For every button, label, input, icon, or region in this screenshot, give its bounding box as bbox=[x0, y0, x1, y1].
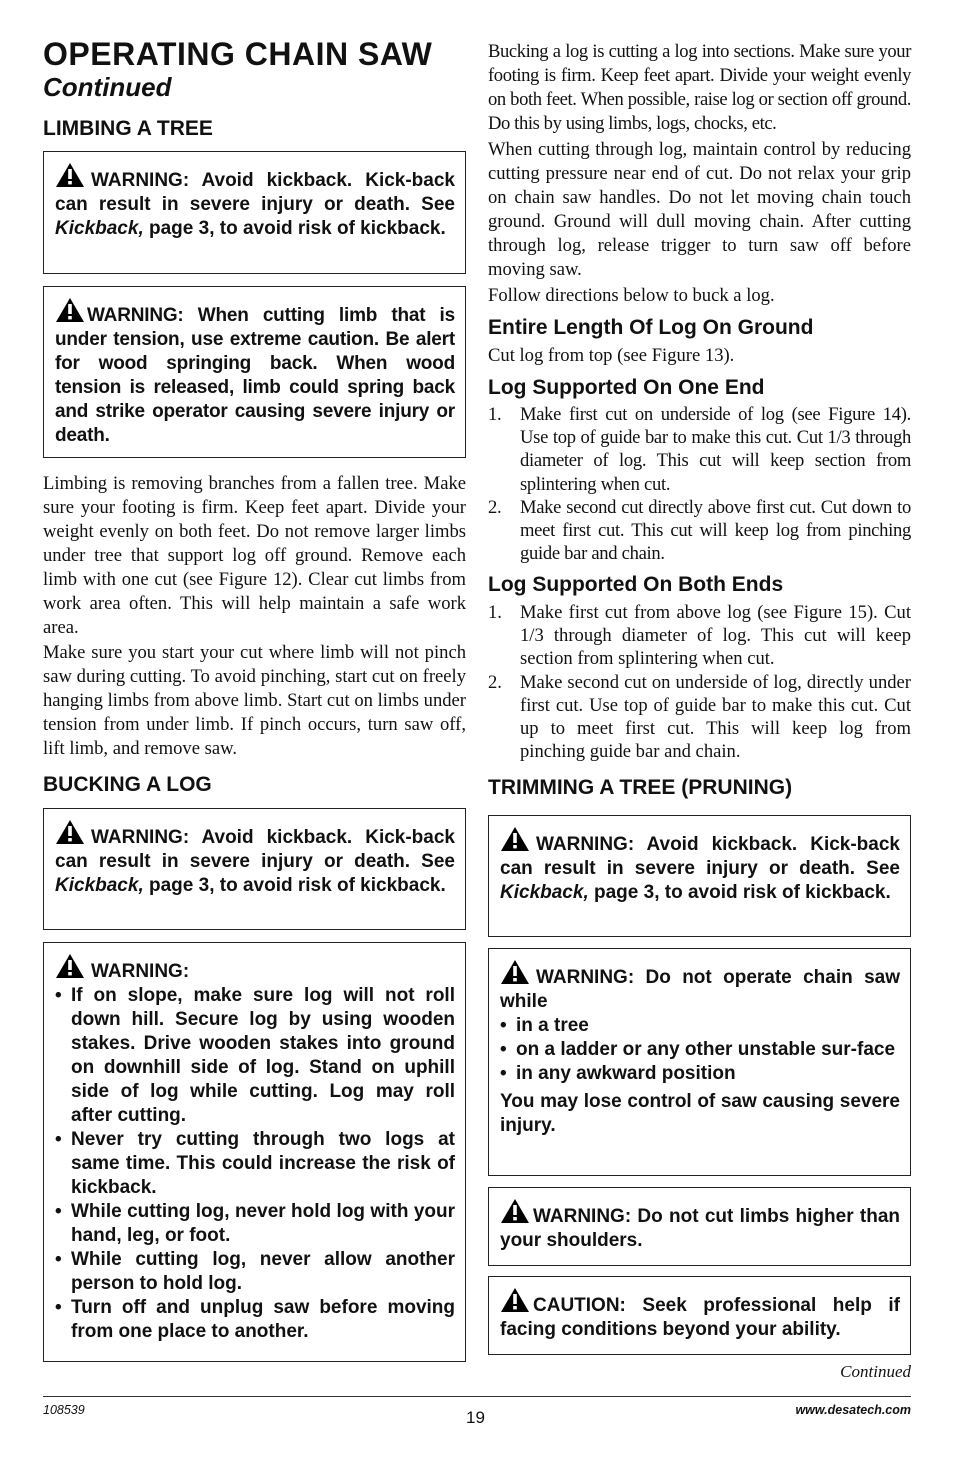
trimming-warning-kickback bbox=[488, 815, 911, 937]
warning-triangle-icon bbox=[500, 1198, 530, 1224]
footer-divider bbox=[43, 1396, 911, 1397]
trimming-caution bbox=[488, 1276, 911, 1355]
warning-triangle-icon bbox=[55, 819, 85, 845]
document-number: 108539 bbox=[43, 1403, 85, 1417]
warning-bullet-list bbox=[500, 1014, 900, 1086]
limbing-paragraph-2: Make sure you start your cut where limb will not pinch saw during cutting. To avoid pinching, start cut on freely hanging limbs from above limb. Start cut on limbs under tension from under limb. If pinch occurs, turn saw off, lift limb, and remove saw. bbox=[43, 642, 466, 759]
warning-triangle-icon bbox=[500, 959, 530, 985]
bucking-intro-2: When cutting through log, maintain control by reducing cutting pressure near end of cut. Do not relax your grip on chain saw handles. Do not let moving chain touch ground. Ground will dull moving chain. After cutting through log, release trigger to turn saw off before moving saw. bbox=[488, 139, 911, 280]
warning-link-italic: Kickback, bbox=[500, 882, 589, 903]
warning-text: WARNING: Avoid kickback. Kick-back can result in severe injury or death. See bbox=[55, 170, 455, 215]
warning-text-rest: page 3, to avoid risk of kickback. bbox=[588, 882, 891, 903]
bucking-intro-3: Follow directions below to buck a log. bbox=[488, 285, 775, 306]
list-item bbox=[488, 671, 911, 764]
page-number: 19 bbox=[466, 1408, 485, 1427]
list-number: 1. bbox=[488, 404, 502, 425]
bucking-warning-list bbox=[43, 942, 466, 1362]
list-item: • in any awkward position bbox=[500, 1062, 900, 1086]
list-text: Make first cut on underside of log (see Figure 14). Use top of guide bar to make this cut. Cut 1/3 through diameter of log. This cut will keep section from splintering when cut. bbox=[520, 404, 911, 495]
list-item: • in a tree bbox=[500, 1014, 900, 1038]
list-item: • If on slope, make sure log will not roll down hill. Secure log by using wooden stakes. Drive wooden stakes into ground on downhill side of log. Stand on uphill side of log while cutting. Log may roll after cutting. bbox=[55, 984, 455, 1128]
list-text: Make second cut directly above first cut. Cut down to meet first cut. This cut will keep log from pinching guide bar and chain. bbox=[520, 496, 911, 565]
bucking-intro-1: Bucking a log is cutting a log into sections. Make sure your footing is firm. Keep feet apart. Divide your weight evenly on both feet. When possible, raise log or section off ground. Do this by using limbs, logs, chocks, etc. bbox=[488, 41, 911, 134]
limbing-warning-tension bbox=[43, 286, 466, 458]
warning-link-italic: Kickback, bbox=[55, 218, 144, 239]
list-text: Make second cut on underside of log, directly under first cut. Use top of guide bar to make this cut. Cut up to meet first cut. This will keep log from pinching guide bar and chain. bbox=[520, 671, 911, 763]
trimming-heading: TRIMMING A TREE (PRUNING) bbox=[488, 776, 793, 799]
warning-triangle-icon bbox=[500, 826, 530, 852]
warning-triangle-icon bbox=[500, 1287, 530, 1313]
bucking-warning-kickback bbox=[43, 808, 466, 930]
list-item: • on a ladder or any other unstable sur-face bbox=[500, 1038, 900, 1062]
warning-label: WARNING: bbox=[91, 961, 190, 982]
list-item bbox=[488, 403, 911, 496]
warning-bullet-list bbox=[55, 984, 455, 1344]
warning-triangle-icon bbox=[55, 953, 85, 979]
warning-closing: You may lose control of saw causing severe injury. bbox=[500, 1091, 900, 1136]
continued-label: Continued bbox=[840, 1362, 911, 1381]
list-number: 2. bbox=[488, 496, 502, 518]
warning-label: WARNING: Do not operate chain saw while bbox=[500, 967, 900, 1012]
bucking-heading: BUCKING A LOG bbox=[43, 773, 212, 796]
list-item: • Never try cutting through two logs at same time. This could increase the risk of kickback. bbox=[55, 1128, 455, 1200]
list-item: • Turn off and unplug saw before moving from one place to another. bbox=[55, 1296, 455, 1344]
list-text: Make first cut from above log (see Figure 15). Cut 1/3 through diameter of log. This cut will keep section from splintering when cut. bbox=[520, 602, 911, 670]
list-number: 1. bbox=[488, 602, 502, 623]
warning-text: WARNING: When cutting limb that is under tension, use extreme caution. Be alert for wood springing back. When wood tension is released, limb could spring back and strike operator causing severe injury or death. bbox=[55, 305, 455, 446]
trimming-warning-position bbox=[488, 948, 911, 1176]
list-item: • While cutting log, never hold log with your hand, leg, or foot. bbox=[55, 1200, 455, 1248]
one-end-heading: Log Supported On One End bbox=[488, 376, 765, 399]
warning-link-italic: Kickback, bbox=[55, 875, 144, 896]
warning-triangle-icon bbox=[55, 297, 85, 323]
list-item: • While cutting log, never allow another person to hold log. bbox=[55, 1248, 455, 1296]
list-item bbox=[488, 601, 911, 671]
warning-text-rest: page 3, to avoid risk of kickback. bbox=[143, 875, 446, 896]
both-ends-heading: Log Supported On Both Ends bbox=[488, 573, 784, 596]
both-ends-list bbox=[488, 601, 911, 763]
warning-text: WARNING: Avoid kickback. Kick-back can result in severe injury or death. See bbox=[55, 827, 455, 872]
warning-text-rest: page 3, to avoid risk of kickback. bbox=[143, 218, 446, 239]
warning-text: WARNING: Do not cut limbs higher than your shoulders. bbox=[500, 1206, 900, 1251]
caution-text: CAUTION: Seek professional help if facing conditions beyond your ability. bbox=[500, 1295, 900, 1340]
footer-url: www.desatech.com bbox=[795, 1403, 911, 1417]
limbing-warning-kickback bbox=[43, 151, 466, 274]
one-end-list bbox=[488, 403, 911, 565]
warning-triangle-icon bbox=[55, 162, 85, 188]
list-number: 2. bbox=[488, 671, 502, 693]
limbing-heading: LIMBING A TREE bbox=[43, 117, 213, 140]
entire-length-heading: Entire Length Of Log On Ground bbox=[488, 316, 814, 339]
list-item bbox=[488, 496, 911, 566]
entire-length-text: Cut log from top (see Figure 13). bbox=[488, 345, 735, 366]
warning-text: WARNING: Avoid kickback. Kick-back can result in severe injury or death. See bbox=[500, 834, 900, 879]
page-title: OPERATING CHAIN SAW bbox=[43, 36, 433, 72]
limbing-paragraph-1: Limbing is removing branches from a fallen tree. Make sure your footing is firm. Keep feet apart. Divide your weight evenly on both feet. Do not remove larger limbs under tree that support log off ground. Remove each limb with one cut (see Figure 12). Clear cut limbs from work area often. This will help maintain a safe work area. bbox=[43, 473, 466, 638]
trimming-warning-shoulders bbox=[488, 1187, 911, 1266]
page-subtitle: Continued bbox=[43, 72, 172, 102]
